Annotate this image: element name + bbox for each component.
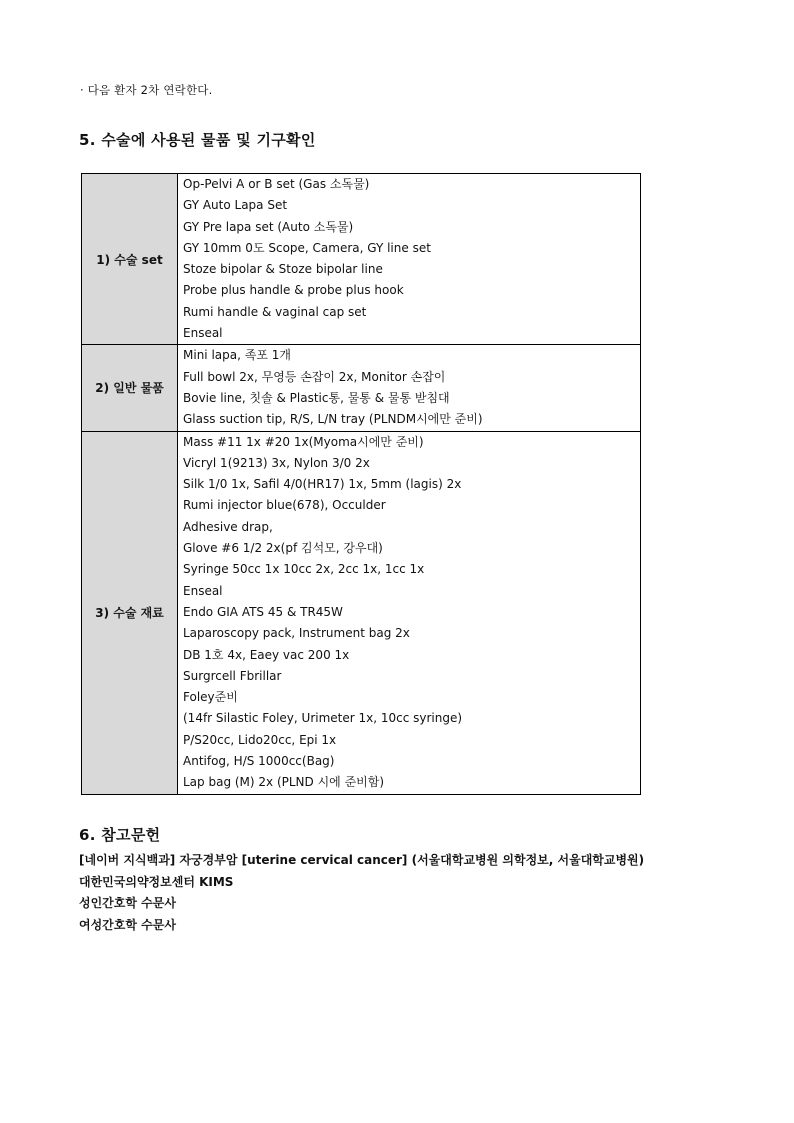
item-line: Probe plus handle & probe plus hook	[183, 283, 404, 298]
section-5-heading: 5. 수술에 사용된 물품 및 기구확인	[79, 131, 316, 149]
reference-item: [네이버 지식백과] 자궁경부암 [uterine cervical cancer] (서울대학교병원 의학정보, 서울대학교병원)	[79, 853, 645, 867]
category-cell: 2) 일반 물품	[82, 345, 178, 431]
reference-item: 대한민국의약정보센터 KIMS	[79, 874, 234, 889]
item-line: GY 10mm 0도 Scope, Camera, GY line set	[183, 240, 431, 255]
item-line: Surgrcell Fbrillar	[183, 668, 282, 683]
item-line: Silk 1/0 1x, Safil 4/0(HR17) 1x, 5mm (lagis) 2x	[183, 477, 462, 492]
item-line: Mini lapa, 족포 1개	[183, 348, 291, 363]
item-line: Mass #11 1x #20 1x(Myoma시에만 준비)	[183, 434, 424, 449]
item-line: Syringe 50cc 1x 10cc 2x, 2cc 1x, 1cc 1x	[183, 562, 425, 577]
item-line: Glove #6 1/2 2x(pf 김석모, 강우대)	[183, 541, 383, 556]
table-row	[82, 431, 641, 794]
item-line: GY Auto Lapa Set	[183, 198, 288, 213]
item-line: Stoze bipolar & Stoze bipolar line	[183, 262, 383, 277]
item-line: Op-Pelvi A or B set (Gas 소독물)	[183, 177, 370, 191]
item-line: Rumi handle & vaginal cap set	[183, 304, 367, 319]
follow-up-note: · 다음 환자 2차 연락한다.	[80, 83, 213, 97]
item-line: Full bowl 2x, 무영등 손잡이 2x, Monitor 손잡이	[183, 369, 446, 384]
reference-item: 여성간호학 수문사	[79, 917, 176, 932]
reference-list	[79, 850, 644, 936]
item-line: GY Pre lapa set (Auto 소독물)	[183, 219, 354, 234]
item-line: P/S20cc, Lido20cc, Epi 1x	[183, 732, 337, 747]
item-line: Endo GIA ATS 45 & TR45W	[183, 604, 343, 619]
items-cell	[178, 345, 641, 431]
category-cell: 1) 수술 set	[82, 174, 178, 345]
table-row	[82, 174, 641, 345]
item-line: Enseal	[183, 326, 223, 341]
item-line: Antifog, H/S 1000cc(Bag)	[183, 754, 335, 769]
table-row	[82, 345, 641, 431]
item-line: Laparoscopy pack, Instrument bag 2x	[183, 626, 410, 641]
item-line: (14fr Silastic Foley, Urimeter 1x, 10cc syringe)	[183, 711, 463, 726]
item-line: Enseal	[183, 583, 223, 598]
item-line: Glass suction tip, R/S, L/N tray (PLNDM시에만 준비)	[183, 412, 483, 427]
reference-item: 성인간호학 수문사	[79, 896, 176, 910]
item-line: Rumi injector blue(678), Occulder	[183, 498, 386, 513]
item-line: DB 1호 4x, Eaey vac 200 1x	[183, 647, 350, 662]
surgical-items-table	[81, 173, 641, 795]
items-cell	[178, 174, 641, 345]
item-line: Foley준비	[183, 690, 238, 705]
item-line: Adhesive drap,	[183, 519, 273, 534]
section-6-heading: 6. 참고문헌	[79, 826, 161, 844]
item-line: Bovie line, 칫솔 & Plastic통, 물통 & 물통 받침대	[183, 390, 450, 405]
items-cell	[178, 431, 641, 794]
item-line: Vicryl 1(9213) 3x, Nylon 3/0 2x	[183, 455, 370, 470]
item-line: Lap bag (M) 2x (PLND 시에 준비함)	[183, 775, 385, 790]
category-cell: 3) 수술 재료	[82, 431, 178, 794]
